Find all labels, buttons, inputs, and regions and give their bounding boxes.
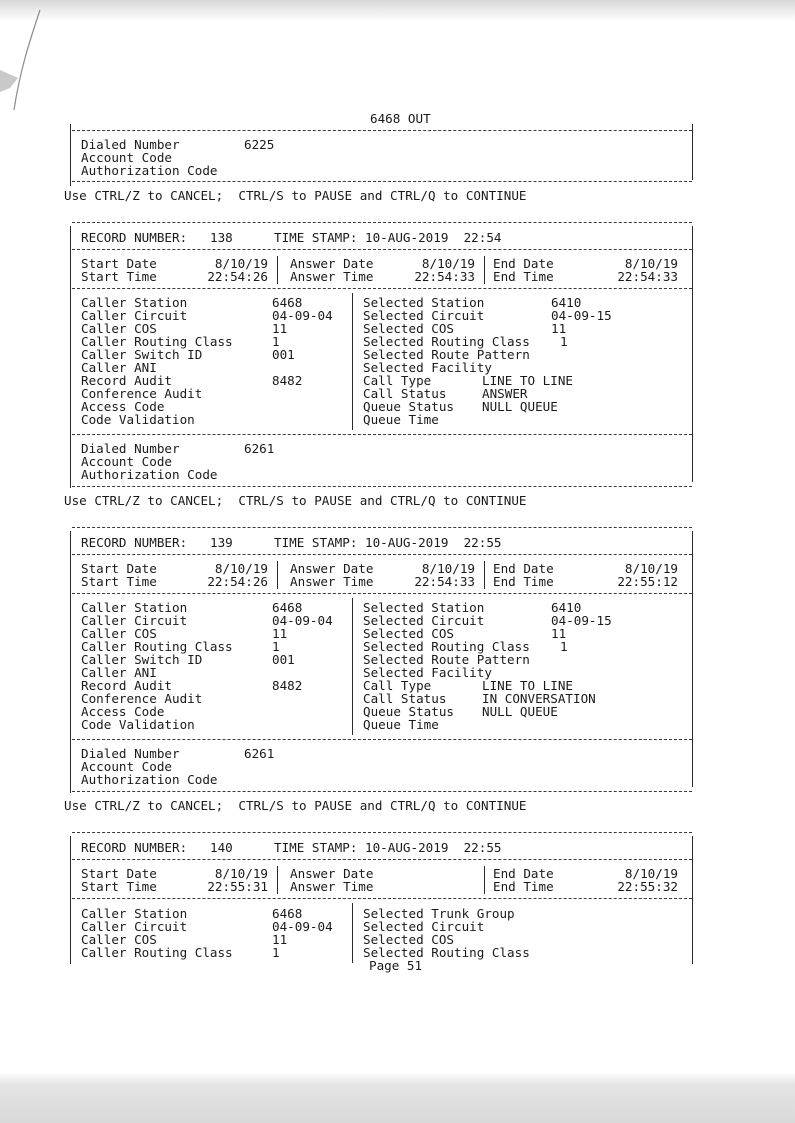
conference-audit-label: Conference Audit [81, 691, 203, 706]
time-stamp-label: TIME STAMP: [274, 230, 358, 245]
selected-circuit-label: Selected Circuit [363, 308, 485, 323]
divider [72, 859, 692, 860]
start-time-label: Start Time [81, 269, 157, 284]
queue-status-label: Queue Status [363, 399, 454, 414]
caller-cos-label: Caller COS [81, 932, 157, 947]
end-date-value: 8/10/19 [624, 256, 678, 271]
start-time-value: 22:54:26 [207, 574, 268, 589]
start-date-label: Start Date [81, 561, 157, 576]
end-date-label: End Date [493, 256, 554, 271]
call-type-label: Call Type [363, 373, 432, 388]
time-stamp-value: 10-AUG-2019 22:55 [365, 535, 502, 550]
record-audit-label: Record Audit [81, 373, 172, 388]
answer-date-label: Answer Date [290, 256, 374, 271]
caller-circuit-label: Caller Circuit [81, 308, 188, 323]
divider [72, 222, 692, 223]
answer-date-value: 8/10/19 [421, 256, 475, 271]
caller-switch-id-value: 001 [272, 347, 295, 362]
caller-station-label: Caller Station [81, 906, 188, 921]
selected-station-value: 6410 [551, 295, 582, 310]
selected-cos-value: 11 [551, 626, 567, 641]
dialed-number-label: Dialed Number [81, 441, 180, 456]
caller-circuit-value: 04-09-04 [272, 613, 333, 628]
caller-station-value: 6468 [272, 600, 303, 615]
queue-status-value: NULL QUEUE [482, 399, 558, 414]
start-time-value: 22:54:26 [207, 269, 268, 284]
end-date-label: End Date [493, 866, 554, 881]
dialed-number-value: 6261 [244, 746, 275, 761]
authorization-code-label: Authorization Code [81, 467, 218, 482]
frame-right [692, 124, 693, 180]
selected-route-pattern-label: Selected Route Pattern [363, 652, 530, 667]
start-time-label: Start Time [81, 879, 157, 894]
caller-routing-class-value: 1 [272, 945, 280, 960]
start-date-label: Start Date [81, 256, 157, 271]
caller-station-value: 6468 [272, 906, 303, 921]
selected-cos-value: 11 [551, 321, 567, 336]
call-type-value: LINE TO LINE [482, 678, 573, 693]
selected-circuit-value: 04-09-15 [551, 308, 612, 323]
queue-status-label: Queue Status [363, 704, 454, 719]
selected-circuit-label: Selected Circuit [363, 613, 485, 628]
divider [72, 434, 692, 435]
account-code-label: Account Code [81, 150, 172, 165]
dialed-number-label: Dialed Number [81, 746, 180, 761]
caller-routing-class-label: Caller Routing Class [81, 639, 233, 654]
caller-station-value: 6468 [272, 295, 303, 310]
selected-routing-class-label: Selected Routing Class [363, 945, 530, 960]
caller-circuit-value: 04-09-04 [272, 919, 333, 934]
column-separator [277, 866, 278, 894]
call-status-label: Call Status [363, 386, 447, 401]
column-separator [352, 293, 353, 430]
caller-ani-label: Caller ANI [81, 665, 157, 680]
caller-switch-id-label: Caller Switch ID [81, 347, 203, 362]
divider [72, 527, 692, 528]
queue-time-label: Queue Time [363, 717, 439, 732]
divider [72, 181, 692, 182]
divider [72, 486, 692, 487]
caller-routing-class-value: 1 [272, 334, 280, 349]
caller-switch-id-value: 001 [272, 652, 295, 667]
column-separator [352, 598, 353, 735]
end-date-label: End Date [493, 561, 554, 576]
start-time-value: 22:55:31 [207, 879, 268, 894]
access-code-label: Access Code [81, 399, 165, 414]
caller-cos-value: 11 [272, 626, 288, 641]
call-status-value: IN CONVERSATION [482, 691, 596, 706]
selected-routing-class-label: Selected Routing Class [363, 334, 530, 349]
record-number-value: 139 [210, 535, 233, 550]
record-audit-value: 8482 [272, 373, 303, 388]
selected-circuit-value: 04-09-15 [551, 613, 612, 628]
column-separator [277, 256, 278, 284]
selected-station-value: 6410 [551, 600, 582, 615]
caller-switch-id-label: Caller Switch ID [81, 652, 203, 667]
caller-circuit-value: 04-09-04 [272, 308, 333, 323]
frame-right [692, 226, 693, 482]
column-separator [277, 561, 278, 589]
record-number-value: 138 [210, 230, 233, 245]
caller-cos-value: 11 [272, 321, 288, 336]
divider [72, 249, 692, 250]
dialed-number-value: 6261 [244, 441, 275, 456]
frame-left [70, 531, 71, 793]
caller-station-label: Caller Station [81, 600, 188, 615]
keyboard-hint: Use CTRL/Z to CANCEL; CTRL/S to PAUSE and CTRL/Q to CONTINUE [64, 493, 527, 508]
end-time-label: End Time [493, 574, 554, 589]
selected-station-label: Selected Station [363, 600, 485, 615]
time-stamp-value: 10-AUG-2019 22:54 [365, 230, 502, 245]
selected-routing-class-value: 1 [560, 639, 568, 654]
authorization-code-label: Authorization Code [81, 163, 218, 178]
divider [72, 898, 692, 899]
selected-circuit-label: Selected Circuit [363, 919, 485, 934]
caller-routing-class-label: Caller Routing Class [81, 945, 233, 960]
divider [72, 554, 692, 555]
answer-time-label: Answer Time [290, 269, 374, 284]
frame-left [70, 836, 71, 964]
answer-time-value: 22:54:33 [414, 269, 475, 284]
end-date-value: 8/10/19 [624, 561, 678, 576]
selected-trunk-group-label: Selected Trunk Group [363, 906, 515, 921]
start-date-value: 8/10/19 [214, 256, 268, 271]
divider [72, 832, 692, 833]
keyboard-hint: Use CTRL/Z to CANCEL; CTRL/S to PAUSE and CTRL/Q to CONTINUE [64, 798, 527, 813]
end-time-value: 22:55:32 [617, 879, 678, 894]
answer-date-label: Answer Date [290, 561, 374, 576]
start-date-label: Start Date [81, 866, 157, 881]
code-validation-label: Code Validation [81, 717, 195, 732]
selected-route-pattern-label: Selected Route Pattern [363, 347, 530, 362]
frame-right [692, 531, 693, 787]
end-date-value: 8/10/19 [624, 866, 678, 881]
start-date-value: 8/10/19 [214, 561, 268, 576]
column-separator [484, 866, 485, 894]
selected-routing-class-value: 1 [560, 334, 568, 349]
record-number-label: RECORD NUMBER: [81, 535, 188, 550]
answer-time-label: Answer Time [290, 879, 374, 894]
call-type-label: Call Type [363, 678, 432, 693]
report-title: 6468 OUT [370, 111, 431, 126]
selected-cos-label: Selected COS [363, 626, 454, 641]
caller-circuit-label: Caller Circuit [81, 613, 188, 628]
end-time-value: 22:54:33 [617, 269, 678, 284]
access-code-label: Access Code [81, 704, 165, 719]
conference-audit-label: Conference Audit [81, 386, 203, 401]
time-stamp-value: 10-AUG-2019 22:55 [365, 840, 502, 855]
caller-cos-label: Caller COS [81, 626, 157, 641]
end-time-value: 22:55:12 [617, 574, 678, 589]
answer-date-label: Answer Date [290, 866, 374, 881]
divider [72, 288, 692, 289]
caller-routing-class-label: Caller Routing Class [81, 334, 233, 349]
divider [72, 791, 692, 792]
caller-circuit-label: Caller Circuit [81, 919, 188, 934]
dialed-number-label: Dialed Number [81, 137, 180, 152]
time-stamp-label: TIME STAMP: [274, 535, 358, 550]
call-type-value: LINE TO LINE [482, 373, 573, 388]
caller-cos-label: Caller COS [81, 321, 157, 336]
time-stamp-label: TIME STAMP: [274, 840, 358, 855]
column-separator [352, 903, 353, 963]
caller-ani-label: Caller ANI [81, 360, 157, 375]
start-date-value: 8/10/19 [214, 866, 268, 881]
call-status-value: ANSWER [482, 386, 528, 401]
start-time-label: Start Time [81, 574, 157, 589]
column-separator [484, 256, 485, 284]
selected-facility-label: Selected Facility [363, 360, 492, 375]
caller-routing-class-value: 1 [272, 639, 280, 654]
selected-routing-class-label: Selected Routing Class [363, 639, 530, 654]
selected-station-label: Selected Station [363, 295, 485, 310]
frame-right [692, 836, 693, 964]
answer-time-label: Answer Time [290, 574, 374, 589]
divider [72, 130, 692, 131]
end-time-label: End Time [493, 269, 554, 284]
selected-cos-label: Selected COS [363, 321, 454, 336]
column-separator [484, 561, 485, 589]
caller-cos-value: 11 [272, 932, 288, 947]
account-code-label: Account Code [81, 759, 172, 774]
dialed-number-value: 6225 [244, 137, 275, 152]
record-number-label: RECORD NUMBER: [81, 230, 188, 245]
divider [72, 739, 692, 740]
code-validation-label: Code Validation [81, 412, 195, 427]
frame-left [70, 226, 71, 488]
keyboard-hint: Use CTRL/Z to CANCEL; CTRL/S to PAUSE and CTRL/Q to CONTINUE [64, 188, 527, 203]
selected-cos-label: Selected COS [363, 932, 454, 947]
account-code-label: Account Code [81, 454, 172, 469]
record-audit-label: Record Audit [81, 678, 172, 693]
queue-time-label: Queue Time [363, 412, 439, 427]
record-number-label: RECORD NUMBER: [81, 840, 188, 855]
selected-facility-label: Selected Facility [363, 665, 492, 680]
record-audit-value: 8482 [272, 678, 303, 693]
page-number: Page 51 [369, 958, 423, 973]
caller-station-label: Caller Station [81, 295, 188, 310]
authorization-code-label: Authorization Code [81, 772, 218, 787]
divider [72, 593, 692, 594]
end-time-label: End Time [493, 879, 554, 894]
answer-time-value: 22:54:33 [414, 574, 475, 589]
call-status-label: Call Status [363, 691, 447, 706]
queue-status-value: NULL QUEUE [482, 704, 558, 719]
answer-date-value: 8/10/19 [421, 561, 475, 576]
record-number-value: 140 [210, 840, 233, 855]
frame-left [70, 124, 71, 186]
